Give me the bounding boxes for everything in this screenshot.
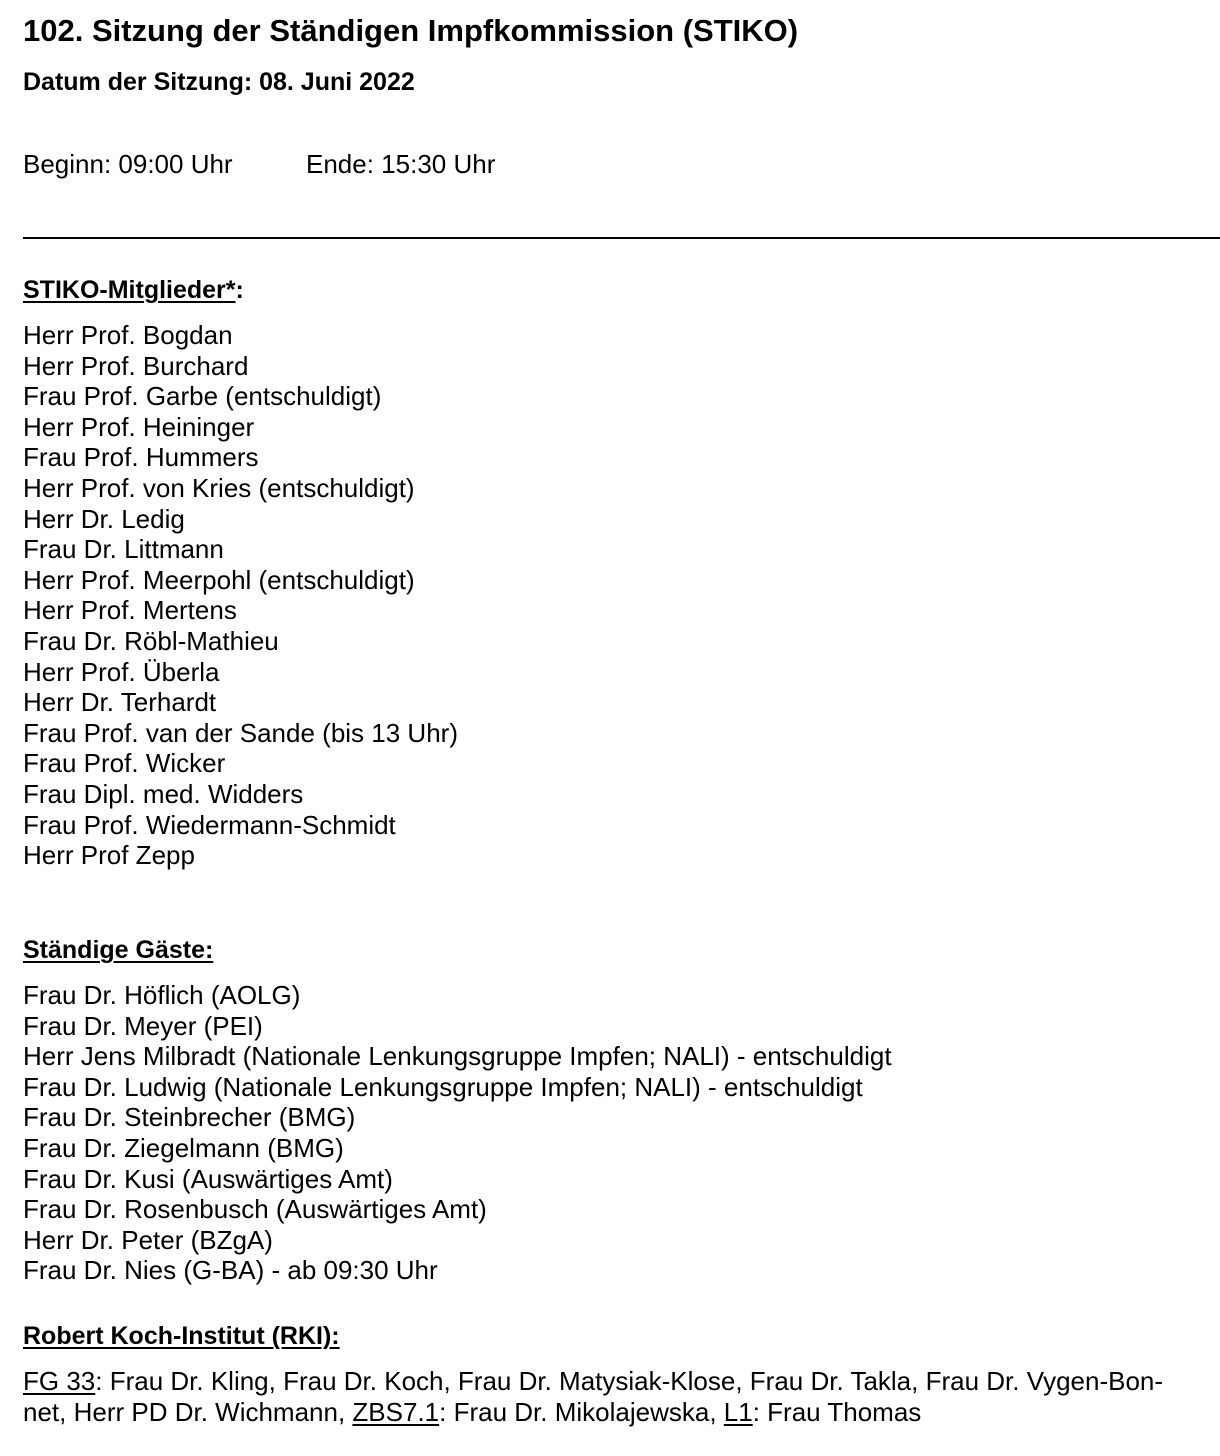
member-list-item: Herr Prof. Bogdan <box>23 320 233 350</box>
zbs-names: : Frau Dr. Mikolajewska, <box>439 1397 724 1427</box>
fg33-names-line2: net, Herr PD Dr. Wichmann, <box>23 1397 353 1427</box>
member-list-item: Herr Prof. von Kries (entschuldigt) <box>23 472 415 503</box>
meeting-date: Datum der Sitzung: 08. Juni 2022 <box>23 68 415 96</box>
member-list-item: Frau Prof. Wiedermann-Schmidt <box>23 809 396 840</box>
member-list-item: Frau Dipl. med. Widders <box>23 778 304 809</box>
end-time: Ende: 15:30 Uhr <box>306 149 496 179</box>
guest-list-item: Frau Dr. Steinbrecher (BMG) <box>23 1102 356 1133</box>
member-list-item: Herr Prof. Meerpohl (entschuldigt) <box>23 564 415 595</box>
rki-staff-paragraph <box>23 1366 1220 1428</box>
l1-names: : Frau Thomas <box>752 1397 922 1427</box>
member-list-item: Herr Dr. Ledig <box>23 503 185 534</box>
fg33-names-line1: : Frau Dr. Kling, Frau Dr. Koch, Frau Dr. Matysiak-Klose, Frau Dr. Takla, Frau Dr. Vygen-Bon- <box>95 1366 1164 1396</box>
guest-list-item: Frau Dr. Meyer (PEI) <box>23 1010 263 1041</box>
member-list-item: Frau Dr. Röbl-Mathieu <box>23 625 279 656</box>
zbs-label: ZBS7.1 <box>352 1397 440 1427</box>
guest-list-item: Frau Dr. Rosenbusch (Auswärtiges Amt) <box>23 1194 487 1225</box>
l1-label: L1 <box>723 1397 753 1427</box>
member-list-item: Frau Prof. Garbe (entschuldigt) <box>23 381 382 412</box>
guest-list-item: Herr Dr. Peter (BZgA) <box>23 1224 273 1255</box>
fg33-label: FG 33 <box>23 1366 96 1396</box>
member-list-item: Herr Prof Zepp <box>23 840 195 871</box>
member-list-item: Herr Prof. Mertens <box>23 595 237 626</box>
begin-time: Beginn: 09:00 Uhr <box>23 149 233 179</box>
guest-list-item: Frau Dr. Höflich (AOLG) <box>23 980 301 1010</box>
guests-list <box>23 980 892 1286</box>
guest-list-item: Frau Dr. Ludwig (Nationale Lenkungsgruppe Impfen; NALI) - entschuldigt <box>23 1071 863 1102</box>
rki-line-1 <box>23 1366 1220 1397</box>
member-list-item: Herr Prof. Burchard <box>23 350 249 381</box>
members-heading-label: STIKO-Mitglieder* <box>23 276 236 304</box>
rki-heading-label: Robert Koch-Institut (RKI): <box>23 1322 340 1350</box>
member-list-item: Frau Prof. van der Sande (bis 13 Uhr) <box>23 717 458 748</box>
meeting-times <box>23 148 496 180</box>
rki-heading <box>23 1320 340 1352</box>
member-list-item: Frau Dr. Littmann <box>23 534 224 565</box>
members-heading <box>23 274 244 306</box>
member-list-item: Herr Prof. Überla <box>23 656 220 687</box>
guests-heading-label: Ständige Gäste: <box>23 936 214 964</box>
member-list-item: Frau Prof. Hummers <box>23 442 259 473</box>
members-list <box>23 320 458 871</box>
guest-list-item: Frau Dr. Ziegelmann (BMG) <box>23 1132 344 1163</box>
guests-heading <box>23 934 213 966</box>
horizontal-rule <box>23 237 1220 239</box>
member-list-item: Frau Prof. Wicker <box>23 748 226 779</box>
rki-line-2 <box>23 1397 1220 1428</box>
guest-list-item: Herr Jens Milbradt (Nationale Lenkungsgruppe Impfen; NALI) - entschuldigt <box>23 1041 892 1072</box>
members-heading-colon: : <box>235 276 244 304</box>
guest-list-item: Frau Dr. Kusi (Auswärtiges Amt) <box>23 1163 393 1194</box>
member-list-item: Herr Prof. Heininger <box>23 411 255 442</box>
member-list-item: Herr Dr. Terhardt <box>23 687 217 718</box>
document-title: 102. Sitzung der Ständigen Impfkommission (STIKO) <box>23 13 799 48</box>
guest-list-item: Frau Dr. Nies (G-BA) - ab 09:30 Uhr <box>23 1255 438 1286</box>
